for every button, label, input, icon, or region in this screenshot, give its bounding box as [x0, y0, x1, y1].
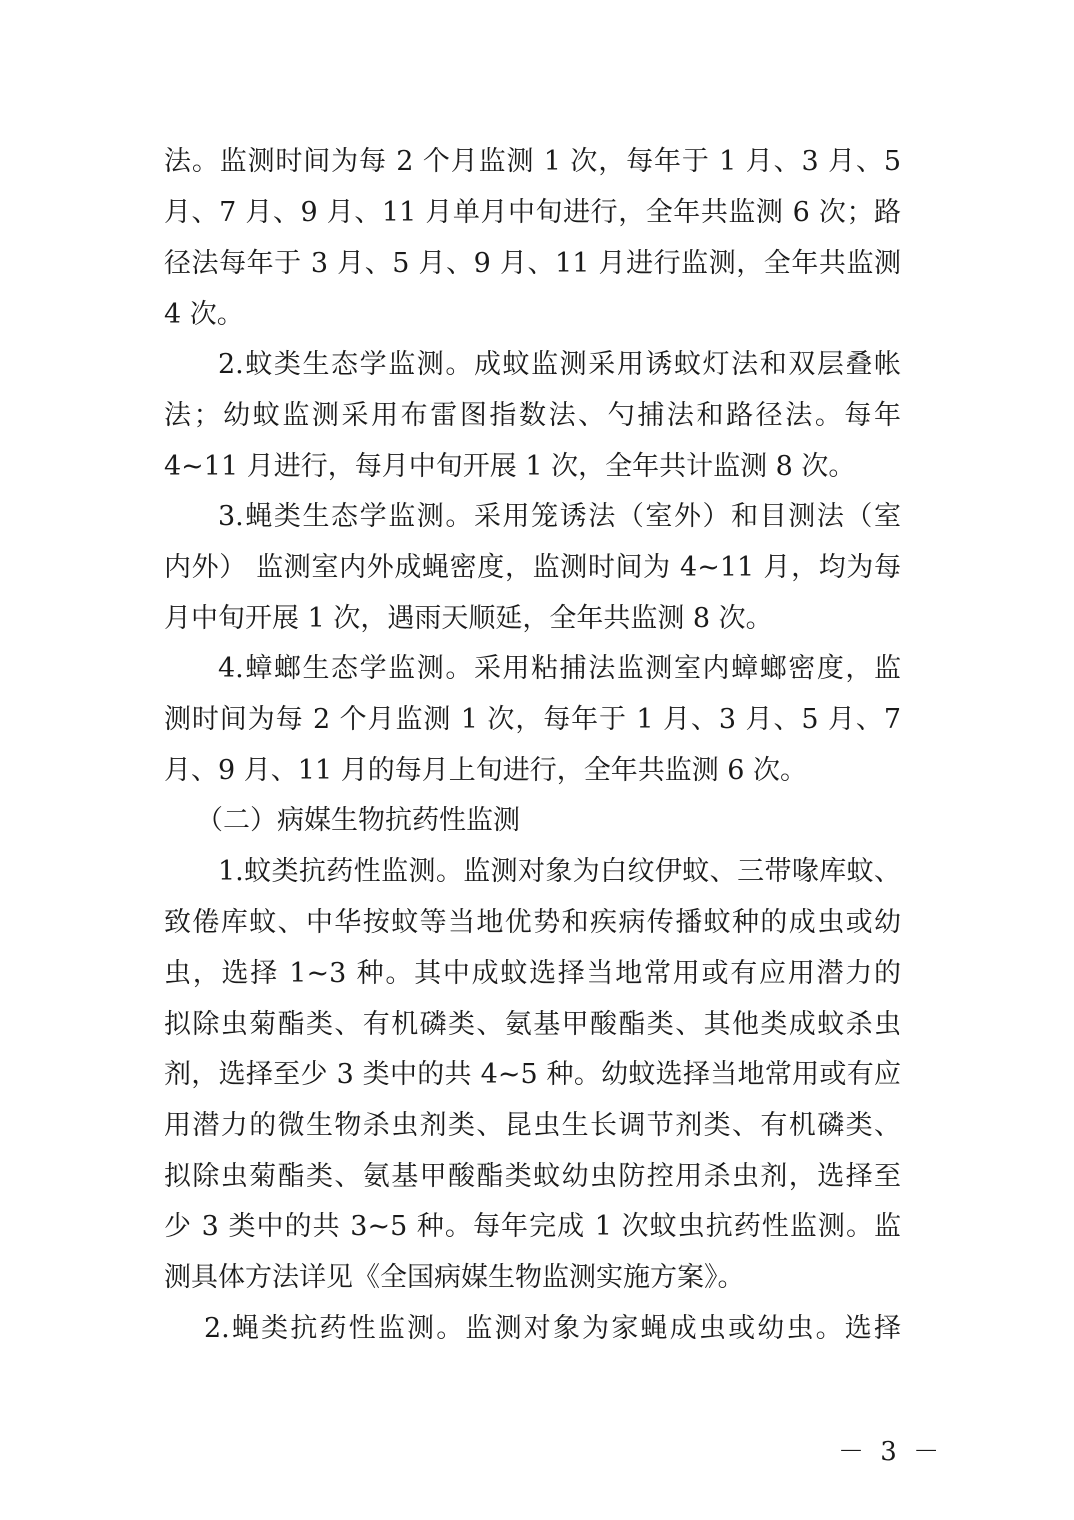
text-line: 虫，选择 1~3 种。其中成蚊选择当地常用或有应用潜力的 [164, 958, 901, 989]
text-line: 法。监测时间为每 2 个月监测 1 次，每年于 1 月、3 月、5 [164, 146, 901, 177]
text-line: 法；幼蚊监测采用布雷图指数法、勺捕法和路径法。每年 [164, 400, 901, 431]
text-line: 月中旬开展 1 次，遇雨天顺延，全年共监测 8 次。 [164, 603, 773, 634]
text-line: 4 次。 [164, 299, 244, 330]
text-line: 3.蝇类生态学监测。采用笼诱法（室外）和目测法（室 [218, 501, 901, 532]
text-line: 测时间为每 2 个月监测 1 次，每年于 1 月、3 月、5 月、7 [164, 704, 901, 735]
section-heading: （二）病媒生物抗药性监测 [196, 805, 520, 836]
text-line: 2.蚊类生态学监测。成蚊监测采用诱蚊灯法和双层叠帐 [218, 349, 901, 380]
text-line: 拟除虫菊酯类、有机磷类、氨基甲酸酯类、其他类成蚊杀虫 [164, 1009, 901, 1040]
text-line: 4.蟑螂生态学监测。采用粘捕法监测室内蟑螂密度，监 [218, 653, 901, 684]
text-line: 2.蝇类抗药性监测。监测对象为家蝇成虫或幼虫。选择 [204, 1313, 901, 1344]
text-line: 4~11 月进行，每月中旬开展 1 次，全年共计监测 8 次。 [164, 451, 856, 482]
text-line: 用潜力的微生物杀虫剂类、昆虫生长调节剂类、有机磷类、 [164, 1110, 901, 1141]
text-line: 内外） 监测室内外成蝇密度，监测时间为 4~11 月，均为每 [164, 552, 901, 583]
page-number: － 3 － [838, 1437, 944, 1467]
text-line: 少 3 类中的共 3~5 种。每年完成 1 次蚊虫抗药性监测。监 [164, 1211, 901, 1242]
text-line: 拟除虫菊酯类、氨基甲酸酯类蚊幼虫防控用杀虫剂，选择至 [164, 1161, 901, 1192]
text-line: 径法每年于 3 月、5 月、9 月、11 月进行监测，全年共监测 [164, 248, 901, 279]
text-line: 测具体方法详见《全国病媒生物监测实施方案》。 [164, 1262, 745, 1293]
text-line: 剂，选择至少 3 类中的共 4~5 种。幼蚊选择当地常用或有应 [164, 1059, 901, 1090]
text-line: 月、7 月、9 月、11 月单月中旬进行，全年共监测 6 次；路 [164, 197, 901, 228]
text-line: 1.蚊类抗药性监测。监测对象为白纹伊蚊、三带喙库蚊、 [218, 856, 901, 887]
text-line: 月、9 月、11 月的每月上旬进行，全年共监测 6 次。 [164, 755, 808, 786]
text-line: 致倦库蚊、中华按蚊等当地优势和疾病传播蚊种的成虫或幼 [164, 907, 901, 938]
